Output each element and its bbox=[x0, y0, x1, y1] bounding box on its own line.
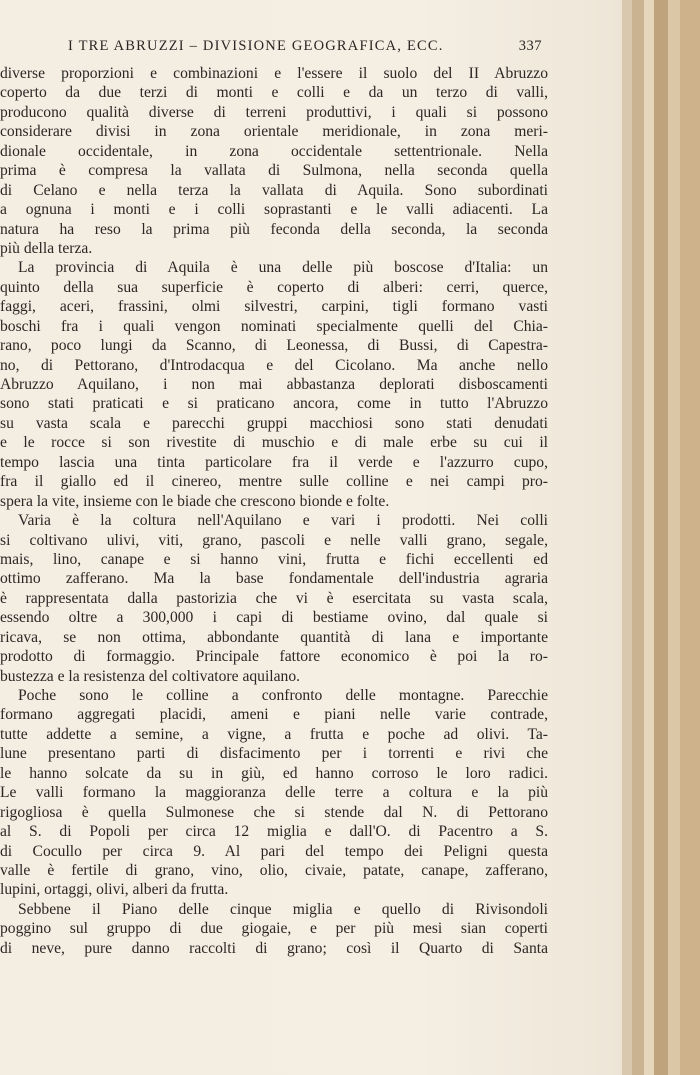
page-edge bbox=[654, 0, 668, 1075]
text-line: di Celano e nella terza la vallata di Aquila. Sono subordinati bbox=[0, 181, 548, 199]
text-line: Le valli formano la maggioranza delle terre a coltura e la più bbox=[0, 784, 548, 802]
text-line: considerare divisi in zona orientale meridionale, in zona meri- bbox=[0, 123, 548, 141]
text-line: boschi fra i quali vengon nominati specialmente quelli del Chia- bbox=[0, 317, 548, 335]
text-line: formano aggregati placidi, ameni e piani nelle varie contrade, bbox=[0, 706, 548, 724]
text-line: tutte addette a semine, a vigne, a frutta e poche ad olivi. Ta- bbox=[0, 725, 548, 743]
text-line: su vasta scala e parecchi gruppi macchiosi sono stati denudati bbox=[0, 414, 548, 432]
text-line: e le rocce si son rivestite di muschio e di male erbe su cui il bbox=[0, 434, 548, 452]
text-line: al S. di Popoli per circa 12 miglia e dall'O. di Pacentro a S. bbox=[0, 823, 548, 841]
text-line: lupini, ortaggi, olivi, alberi da frutta. bbox=[0, 881, 229, 899]
text-line: prima è compresa la vallata di Sulmona, nella seconda quella bbox=[0, 162, 548, 180]
body-text bbox=[0, 64, 548, 958]
text-line: ottimo zafferano. Ma la base fondamentale dell'industria agraria bbox=[0, 570, 548, 588]
text-line: rano, poco lungi da Scanno, di Leonessa, di Bussi, di Capestra- bbox=[0, 337, 548, 355]
text-line: Abruzzo Aquilano, i non mai abbastanza deplorati disboscamenti bbox=[0, 376, 548, 393]
text-line: ricava, se non ottima, abbondante quantità di lana e importante bbox=[0, 628, 548, 646]
text-line: poggino sul gruppo di due giogaie, e per più mesi sian coperti bbox=[0, 920, 548, 938]
text-line: fra il giallo ed il cinereo, mentre sulle colline e nei campi pro- bbox=[0, 473, 548, 491]
text-line: La provincia di Aquila è una delle più boscose d'Italia: un bbox=[18, 259, 548, 277]
text-line: diverse proporzioni e combinazioni e l'essere il suolo del II Abruzzo bbox=[0, 65, 548, 82]
text-line: producono qualità diverse di terreni produttivi, i quali si possono bbox=[0, 103, 548, 121]
text-line: spera la vite, insieme con le biade che crescono bionde e folte. bbox=[0, 492, 390, 510]
text-line: più della terza. bbox=[0, 239, 93, 257]
text-line: valle è fertile di grano, vino, olio, civaie, patate, canape, zafferano, bbox=[0, 861, 548, 879]
text-line: di neve, pure danno raccolti di grano; così il Quarto di Santa bbox=[0, 939, 548, 957]
text-line: è rappresentata dalla pastorizia che vi è esercitata su vasta scala, bbox=[0, 589, 548, 607]
text-line: lune presentano parti di disfacimento per i torrenti e rivi che bbox=[0, 745, 548, 763]
text-line: a ognuna i monti e i colli soprastanti e le valli adiacenti. La bbox=[0, 201, 548, 219]
text-line: faggi, aceri, frassini, olmi silvestri, carpini, tigli formano vasti bbox=[0, 298, 548, 316]
text-line: natura ha reso la prima più feconda della seconda, la seconda bbox=[0, 220, 548, 238]
text-line: di Cocullo per circa 9. Al pari del tempo dei Peligni questa bbox=[0, 842, 548, 860]
text-line: quinto della sua superficie è coperto di alberi: cerri, querce, bbox=[0, 278, 548, 296]
text-line: essendo oltre a 300,000 i capi di bestiame ovino, dal quale si bbox=[0, 609, 548, 627]
page-edge bbox=[644, 0, 654, 1075]
page-edge bbox=[622, 0, 632, 1075]
text-line: Poche sono le colline a confronto delle montagne. Parecchie bbox=[18, 687, 548, 704]
page-header bbox=[0, 38, 548, 60]
text-line: no, di Pettorano, d'Introdacqua e del Cicolano. Ma anche nello bbox=[0, 356, 548, 374]
text-line: bustezza e la resistenza del coltivatore aquilano. bbox=[0, 667, 301, 685]
page-edge bbox=[632, 0, 644, 1075]
text-line: si coltivano ulivi, viti, grano, pascoli e nelle valli grano, segale, bbox=[0, 531, 548, 549]
text-line: Varia è la coltura nell'Aquilano e vari i prodotti. Nei colli bbox=[18, 512, 548, 530]
text-line: dionale occidentale, in zona occidentale settentrionale. Nella bbox=[0, 142, 548, 160]
page-edge bbox=[668, 0, 680, 1075]
text-line: coperto da due terzi di monti e colli e da un terzo di valli, bbox=[0, 84, 548, 102]
page-number: 337 bbox=[518, 38, 542, 54]
text-line: tempo lascia una tinta particolare fra il verde e l'azzurro cupo, bbox=[0, 453, 548, 471]
text-line: mais, lino, canape e si hanno vini, frutta e fichi eccellenti ed bbox=[0, 550, 548, 568]
text-line: prodotto di formaggio. Principale fattore economico è poi la ro- bbox=[0, 648, 548, 666]
text-line: Sebbene il Piano delle cinque miglia e quello di Rivisondoli bbox=[18, 900, 548, 918]
text-line: rigogliosa è quella Sulmonese che si stende dal N. di Pettorano bbox=[0, 803, 548, 821]
text-line: le hanno solcate da su in giù, ed hanno corroso le loro radici. bbox=[0, 764, 548, 782]
text-line: sono stati praticati e si praticano ancora, come in tutto l'Abruzzo bbox=[0, 395, 548, 413]
page-edge bbox=[680, 0, 700, 1075]
running-head: I TRE ABRUZZI – DIVISIONE GEOGRAFICA, ECC. bbox=[68, 38, 444, 54]
